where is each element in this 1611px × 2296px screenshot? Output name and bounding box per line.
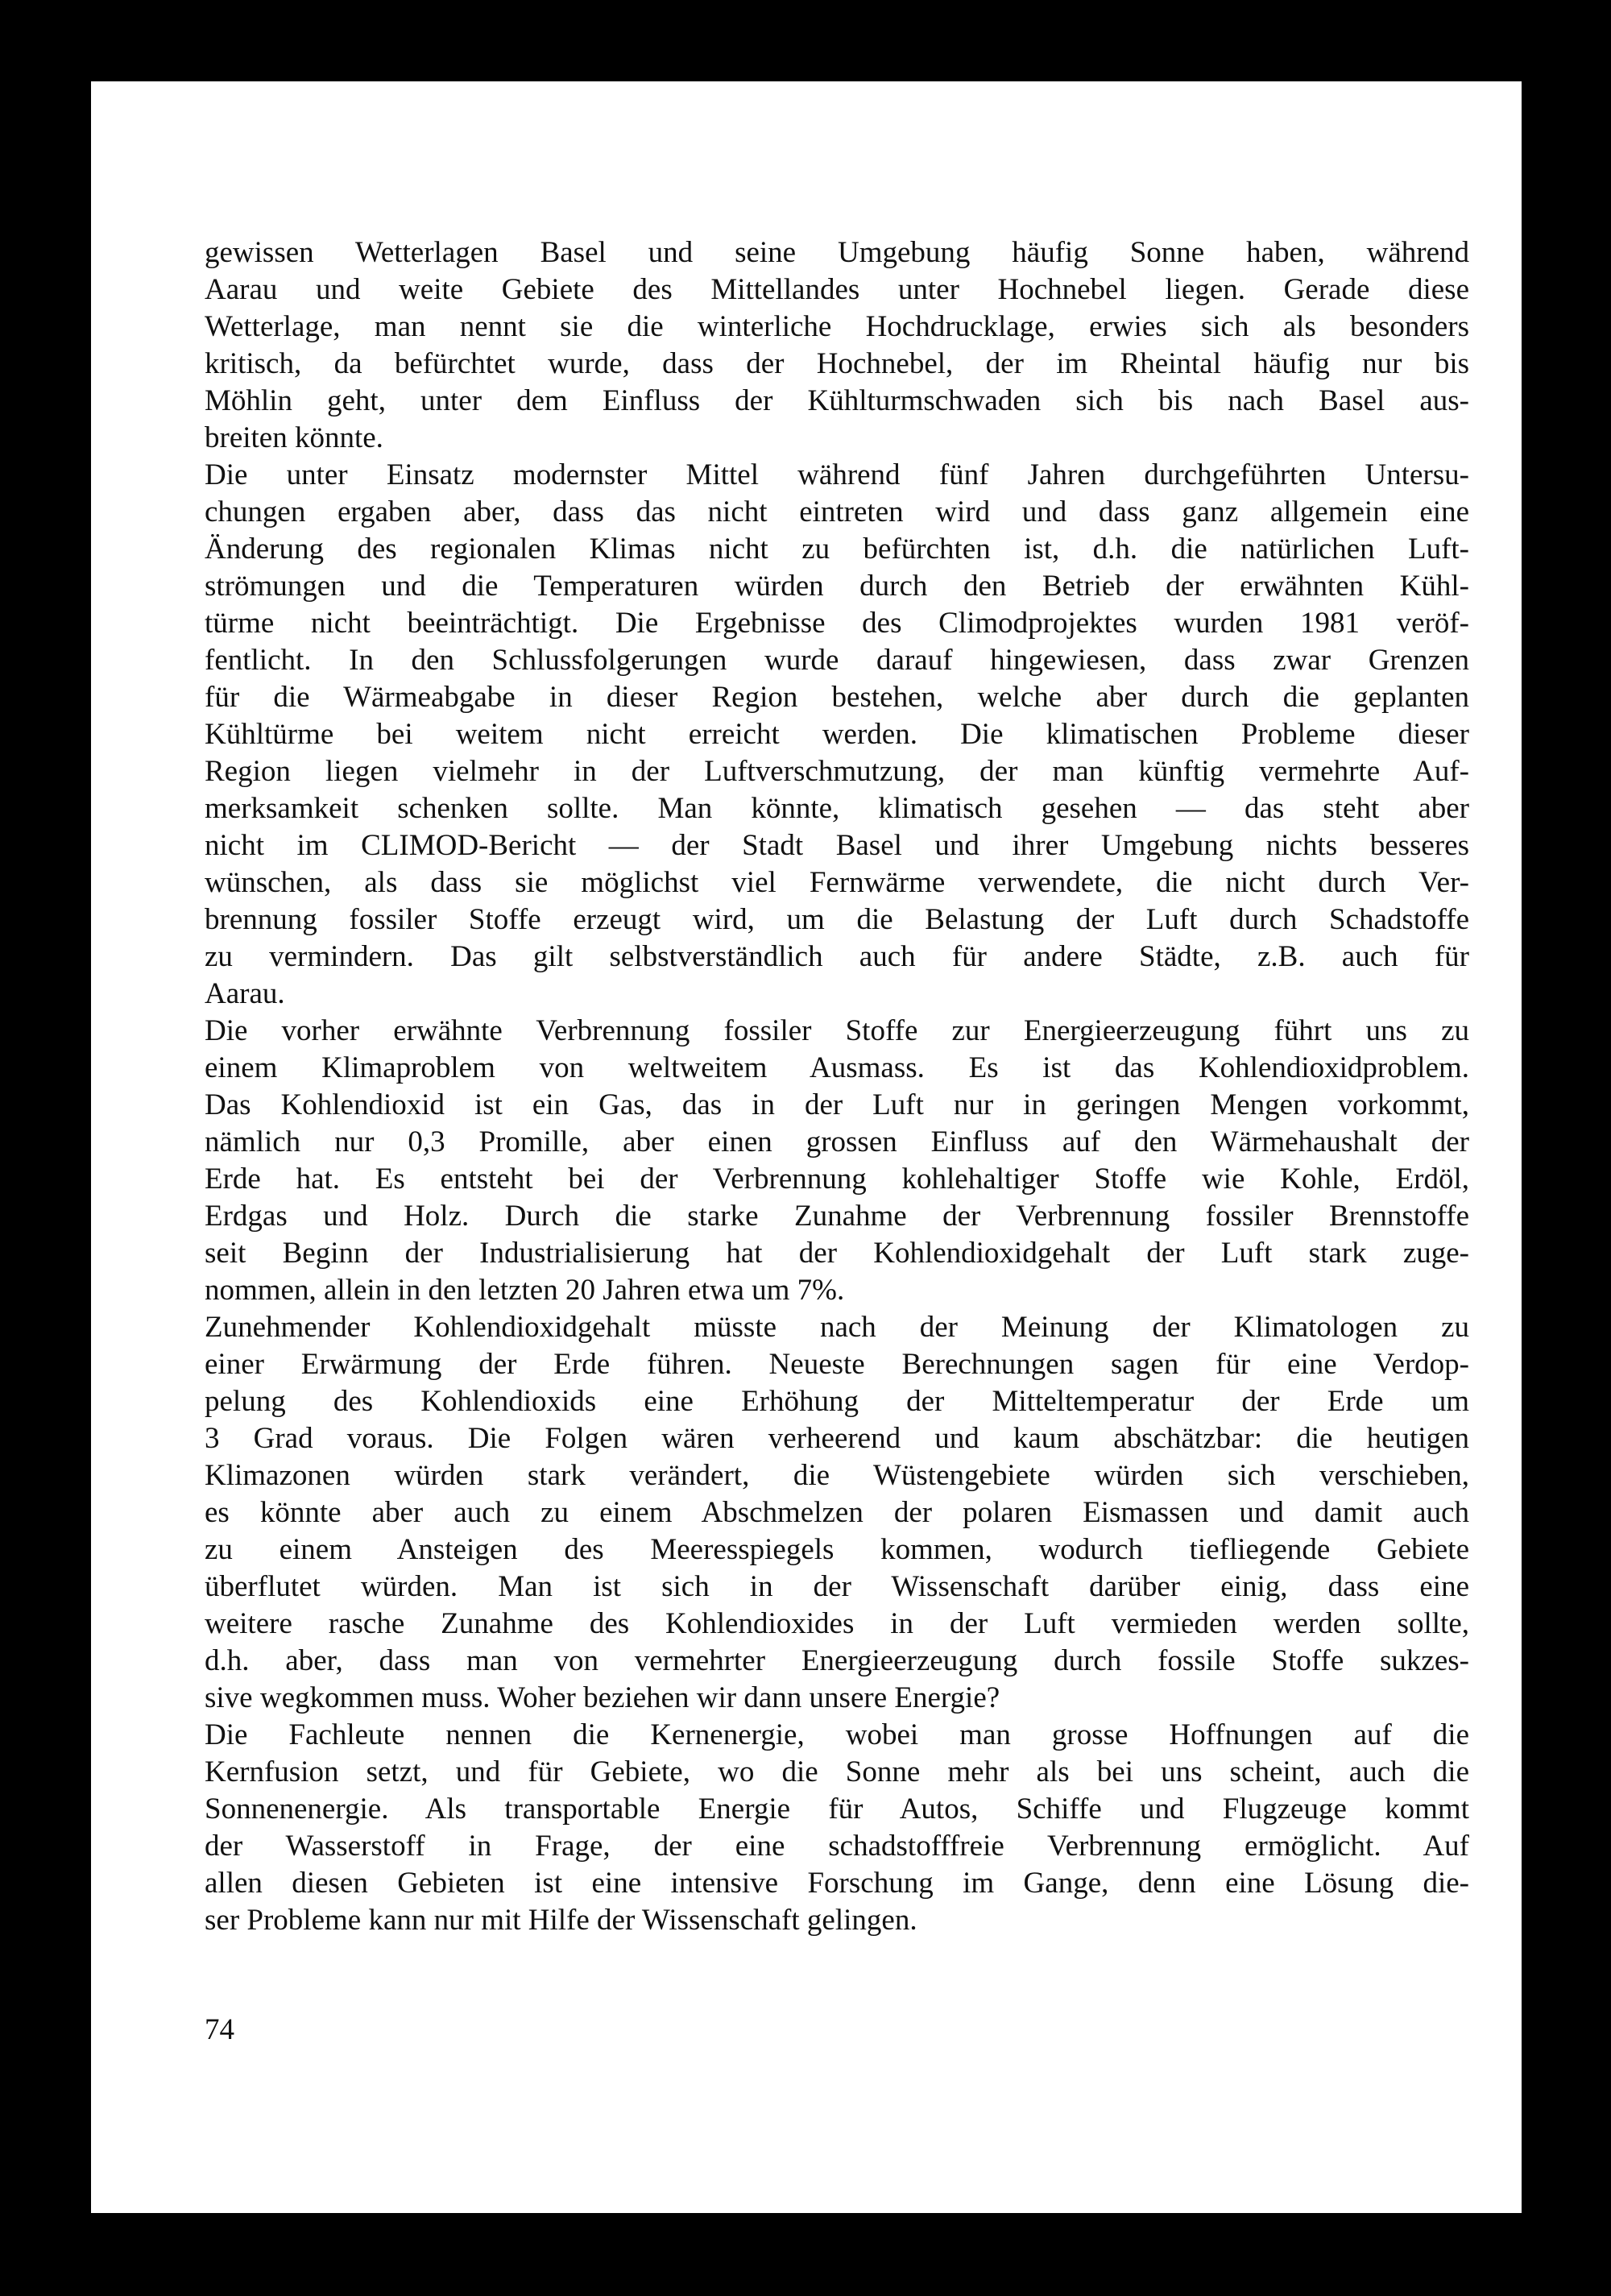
text-line: Erdgas und Holz. Durch die starke Zunahme der Verbrennung fossiler Brennstoffe [205,1200,1469,1233]
text-line: 3 Grad voraus. Die Folgen wären verheerend und kaum abschätzbar: die heutigen [205,1422,1469,1455]
text-line: zu einem Ansteigen des Meeresspiegels kommen, wodurch tiefliegende Gebiete [205,1533,1469,1566]
text-line: zu vermindern. Das gilt selbstverständlich auch für andere Städte, z.B. auch für [205,940,1469,973]
text-line: gewissen Wetterlagen Basel und seine Umgebung häufig Sonne haben, während [205,236,1469,269]
text-line: Wetterlage, man nennt sie die winterliche Hochdrucklage, erwies sich als besonders [205,310,1469,343]
text-line: Aarau. [205,977,285,1010]
text-line: kritisch, da befürchtet wurde, dass der Hochnebel, der im Rheintal häufig nur bis [205,347,1469,380]
text-line: merksamkeit schenken sollte. Man könnte, klimatisch gesehen — das steht aber [205,792,1469,825]
text-line: Region liegen vielmehr in der Luftverschmutzung, der man künftig vermehrte Auf- [205,755,1469,788]
text-line: Möhlin geht, unter dem Einfluss der Kühlturmschwaden sich bis nach Basel aus- [205,384,1469,417]
text-line: Kühltürme bei weitem nicht erreicht werden. Die klimatischen Probleme dieser [205,718,1469,751]
text-line: strömungen und die Temperaturen würden durch den Betrieb der erwähnten Kühl- [205,570,1469,603]
text-line: Das Kohlendioxid ist ein Gas, das in der Luft nur in geringen Mengen vorkommt, [205,1088,1469,1121]
text-line: breiten könnte. [205,421,383,454]
text-line: Aarau und weite Gebiete des Mittellandes unter Hochnebel liegen. Gerade diese [205,273,1469,306]
text-line: Die unter Einsatz modernster Mittel während fünf Jahren durchgeführten Untersu- [205,458,1469,491]
text-line: Änderung des regionalen Klimas nicht zu befürchten ist, d.h. die natürlichen Luft- [205,533,1469,566]
body-text [205,234,1469,1939]
text-line: türme nicht beeinträchtigt. Die Ergebnisse des Climodprojektes wurden 1981 veröf- [205,607,1469,640]
text-line: überflutet würden. Man ist sich in der Wissenschaft darüber einig, dass eine [205,1570,1469,1603]
text-line: pelung des Kohlendioxids eine Erhöhung der Mitteltemperatur der Erde um [205,1385,1469,1418]
page-number: 74 [205,2013,234,2046]
text-line: Die Fachleute nennen die Kernenergie, wobei man grosse Hoffnungen auf die [205,1718,1469,1751]
text-line: es könnte aber auch zu einem Abschmelzen der polaren Eismassen und damit auch [205,1496,1469,1529]
text-line: chungen ergaben aber, dass das nicht eintreten wird und dass ganz allgemein eine [205,495,1469,528]
text-line: nämlich nur 0,3 Promille, aber einen grossen Einfluss auf den Wärmehaushalt der [205,1125,1469,1158]
text-line: fentlicht. In den Schlussfolgerungen wurde darauf hingewiesen, dass zwar Grenzen [205,644,1469,677]
text-line: Klimazonen würden stark verändert, die Wüstengebiete würden sich verschieben, [205,1459,1469,1492]
text-line: nommen, allein in den letzten 20 Jahren etwa um 7%. [205,1274,845,1307]
text-line: einer Erwärmung der Erde führen. Neueste Berechnungen sagen für eine Verdop- [205,1348,1469,1381]
text-line: Kernfusion setzt, und für Gebiete, wo die Sonne mehr als bei uns scheint, auch die [205,1755,1469,1788]
text-line: ser Probleme kann nur mit Hilfe der Wissenschaft gelingen. [205,1904,917,1937]
text-line: seit Beginn der Industrialisierung hat der Kohlendioxidgehalt der Luft stark zuge- [205,1237,1469,1270]
text-line: nicht im CLIMOD-Bericht — der Stadt Basel und ihrer Umgebung nichts besseres [205,829,1469,862]
text-line: Sonnenenergie. Als transportable Energie für Autos, Schiffe und Flugzeuge kommt [205,1792,1469,1826]
text-line: Die vorher erwähnte Verbrennung fossiler Stoffe zur Energieerzeugung führt uns zu [205,1014,1469,1047]
text-line: der Wasserstoff in Frage, der eine schadstofffreie Verbrennung ermöglicht. Auf [205,1830,1469,1863]
text-line: allen diesen Gebieten ist eine intensive Forschung im Gange, denn eine Lösung die- [205,1867,1469,1900]
text-line: sive wegkommen muss. Woher beziehen wir dann unsere Energie? [205,1681,1000,1714]
text-line: brennung fossiler Stoffe erzeugt wird, um die Belastung der Luft durch Schadstoffe [205,903,1469,936]
text-line: einem Klimaproblem von weltweitem Ausmass. Es ist das Kohlendioxidproblem. [205,1051,1469,1084]
text-line: Zunehmender Kohlendioxidgehalt müsste nach der Meinung der Klimatologen zu [205,1311,1469,1344]
text-line: Erde hat. Es entsteht bei der Verbrennung kohlehaltiger Stoffe wie Kohle, Erdöl, [205,1163,1469,1196]
text-line: für die Wärmeabgabe in dieser Region bestehen, welche aber durch die geplanten [205,681,1469,714]
text-line: weitere rasche Zunahme des Kohlendioxides in der Luft vermieden werden sollte, [205,1607,1469,1640]
text-line: wünschen, als dass sie möglichst viel Fernwärme verwendete, die nicht durch Ver- [205,866,1469,899]
text-line: d.h. aber, dass man von vermehrter Energieerzeugung durch fossile Stoffe sukzes- [205,1644,1469,1677]
